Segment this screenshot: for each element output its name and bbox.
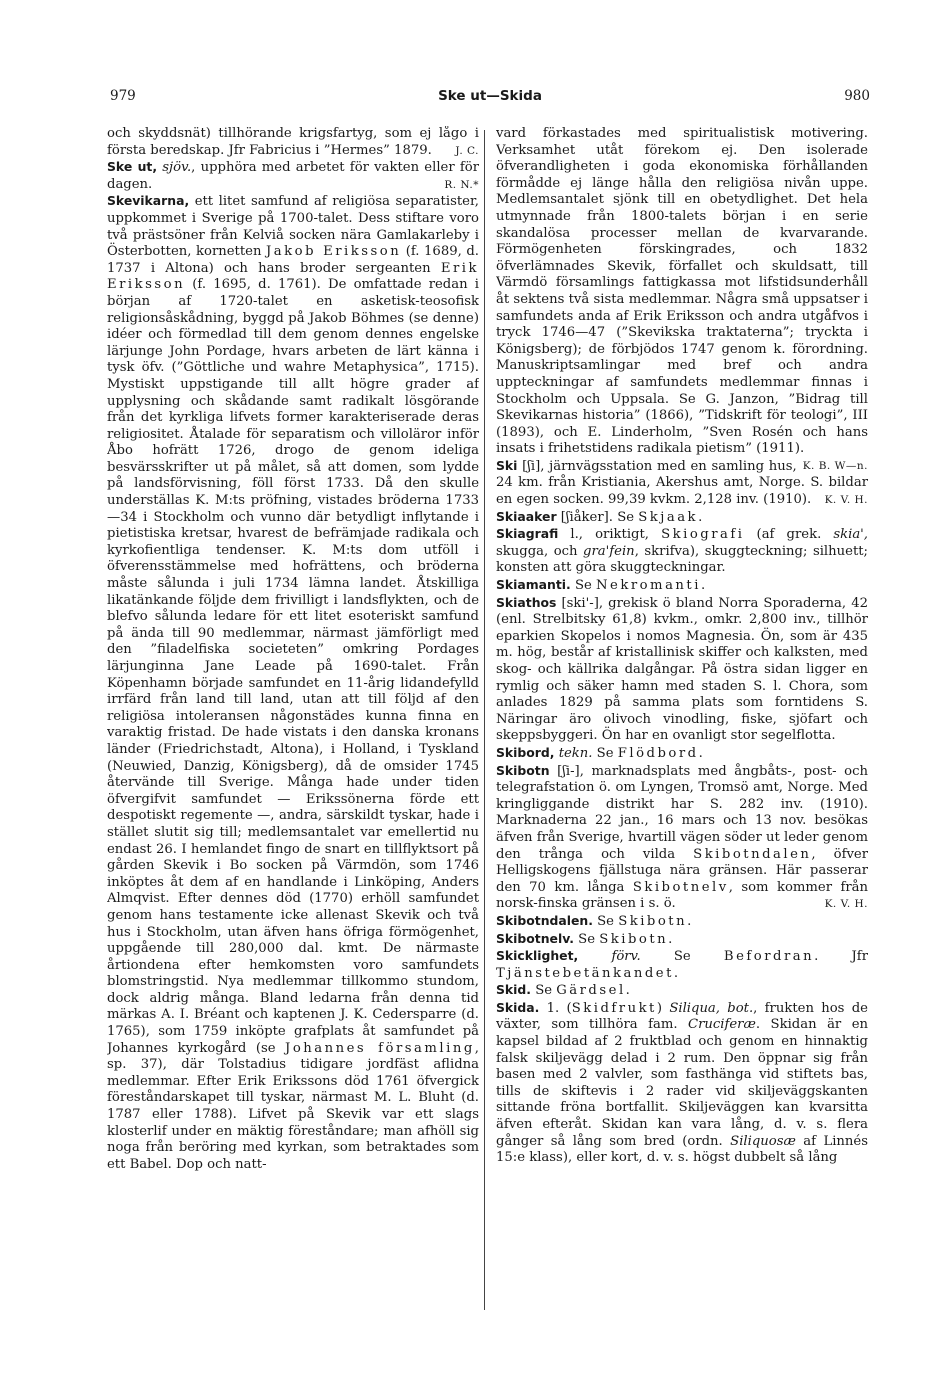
author-signature: K. V. H. — [824, 494, 868, 507]
cross-reference: Tjänstebetänkandet — [496, 965, 674, 981]
cross-reference: Skjaak — [638, 509, 699, 525]
cross-reference: Nekromanti — [595, 578, 701, 594]
entry-skevikarna-continued: vard förkastades med spiritualistisk motivering. Verksamhet utåt förekom ej. Den isolerade öfverandligheten i goda ekonomiska förhållanden förmådde ej länge hålla den religiösa nivån uppe. Medlemsantalet sjönk till en obetydlighet. Det hela utmynnade från 1800-talets början i en serie skandalösa processer mellan de kvarvarande. Förmögenheten förskingrades, och 1832 öfverlämnades Skevik, förfallet och skuldsatt, till Värmdö församlings fattigkassa mot lifstidsunderhåll åt sektens två sista medlemmar. Några små uppsatser i samfundets anda af Erik Eriksson och andra utgåfvos i tryck 1746—47 (”Skevikska traktaterna”; tryckta i Königsberg); de förbjödos 1747 genom k. förordning. Manuskriptsamlingar med bref och andra uppteckningar af samfundets medlemmar finnas i Stockholm och Uppsala. Se G. Janzon, ”Bidrag till Skevikarnas historia” (1866), ”Tidskrift för teologi”, III (1893), och E. Linderholm, ”Sven Rosén och hans insats i frihetstidens radikala pietism” (1911). K. B. W—n. — [496, 126, 868, 458]
cross-reference: Skibotn — [599, 931, 669, 947]
entry-skiaaker: Skiaaker [ʃiåker]. Se Skjaak. — [496, 508, 703, 525]
headword: Skevikarna, — [107, 193, 190, 209]
author-signature: J. C. — [455, 144, 479, 157]
cross-reference: Befordran — [723, 949, 815, 965]
cross-reference: Flödbord — [617, 745, 699, 761]
person-name: Jakob Eriksson — [266, 244, 402, 260]
entry-continuation: och skyddsnät) tillhörande krigsfartyg, som ej lågo i första beredskap. Jfr Fabricius i ”Hermes” 1879. J. C. — [107, 126, 479, 158]
headword: Ske ut, — [107, 159, 158, 175]
entry-skibotn: Skibotn [ʃi-], marknadsplats med ångbåts-, post- och telegrafstation ö. om Lyngen, Tromsö amt, Norge. Med kringliggande distrikt har S. 282 inv. (1910). Marknaderna 22 jan., 16 mars och 13 nov. besökas äfven från Sverige, hvartill vägen söder ut leder genom den trånga och vilda Skibotndalen, öfver Helligskogens fjällstuga nära gränsen. Här passerar den 70 km. långa Skibotnelv, som kommer från norsk-finska gränsen i s. ö. K. V. H. — [496, 762, 868, 912]
entry-skevikarna: Skevikarna, ett litet samfund af religiösa separatister, uppkommet i Sverige på 1700-talet. Dess stiftare voro två prästsöner från Kelviå socken nära Gamlakarleby i Österbotten, kornetten Jakob Eriksson (f. 1689, d. 1737 i Altona) och hans broder sergeanten Erik Eriksson (f. 1695, d. 1761). De omfattade redan i början af 1720-talet en asketisk-teosofisk religionsåskådning, byggd på Jakob Böhmes (se denne) idéer och förmedlad till dem genom dennes engelske lärjunge John Pordage, hvars arbeten de lärt känna i tysk öfv. (”Göttliche und wahre Metaphysica”, 1715). Mystiskt uppstigande till allt högre grader af upplysning och skådande samt radikalt lösgörande från det kyrkliga lifvets former karakteriserade deras religiositet. Åtalade för separatism och villoläror inför Åbo hofrätt 1726, drogo de genom ideliga besvärsskrifter ut på målet, så att domen, som lydde på landsförvisning, föll först 1733. Då den skulle underställas K. M:ts pröfning, vistades bröderna 1733—34 i Stockholm och vunno där betydligt inflytande i pietistiska kretsar, hvarest de befrämjade radikala och kyrkofientliga tendenser. K. M:ts dom utföll i öfverensstämmelse med hofrättens, och bröderna måste sålunda i juli 1734 lämna landet. Åtskilliga likatänkande följde dem frivilligt i landsflykten, och de blefvo sålunda ledare för ett litet esoteriskt samfund på ända till 90 medlemmar, närmast jämförligt med den ”filadelfiska societeten” omkring Pordages lärjunginna Jane Leade på 1690-talet. Från Köpenhamn började samfundet en 11-årig lidandefylld irrfärd från land till land, utan att till följd af den religiösa intoleransen någonstädes kunna finna en varaktig fristad. De hade vistats i den danska kronans länder (Friedrichstadt, Altona), i Holland, i Tyskland (Neuwied, Danzig, Königsberg), då de omsider 1745 återvände till Sverige. Många hade under tiden öfvergifvit samfundet — Erikssönerna förde ett despotiskt regemente —, andra, särskildt tyskar, hade i stället slutit sig till; medlemsantalet var emellertid nu endast 26. I hemlandet fingo de snart en tillflyktsort på gården Skevik i Bo socken på Värmdön, som 1746 inköptes åt dem af en handlande i Linköping, Anders Almqvist. Efter dennes död (1770) erhöll samfundet genom hans testamente icke allenast Skevik och två hus i Stockholm, utan äfven hans öfriga förmögenhet, uppgående till 280,000 dal. kmt. De närmaste årtiondena efter hemkomsten voro samfundets blomstringstid. Nya medlemmar tillkommo stundom, dock aldrig många. Bland ledarna från denna tid märkas A. I. Bréant och kaptenen J. K. Cedersparre (d. 1765), som 1759 inköpte grafplats åt samfundet på Johannes kyrkogård (se Johannes församling, sp. 37), där Tolstadius tidigare jordfäst aflidna medlemmar. Efter Erik Erikssons död 1761 öfvergick föreståndarskapet till tyskar, närmast M. L. Bluht (d. 1787 eller 1788). Lifvet på Skevik var ett slags klosterlif under en mäktig föreståndare; man afhöll sig noga från beröring med kyrkan, som betraktades som ett Babel. Dop och natt- — [107, 193, 479, 1172]
cross-reference: Johannes församling — [285, 1040, 475, 1056]
headword: Skibotn — [496, 762, 550, 778]
page-header — [110, 88, 870, 108]
running-title: Ske ut—Skida — [438, 88, 542, 104]
cross-reference: Skidfrukt — [571, 1000, 657, 1016]
headword: Skiamanti. — [496, 577, 571, 593]
entry-ske-ut: Ske ut, sjöv., upphöra med arbetet för vakten eller för dagen. R. N.* — [107, 159, 479, 192]
cross-reference: Skibotn — [618, 913, 688, 929]
headword: Skibotnelv. — [496, 930, 574, 946]
entry-skiathos: Skiathos [ski'-], grekisk ö bland Norra Sporaderna, 42 (enl. Strelbitsky 61,8) kvkm., omkr. 2,800 inv., tillhör eparkien Skopelos i nomos Magnesia. Ön, som är 435 m. hög, består af kristallinisk skiffer och kalksten, med skog- och källrika dalgångar. På östra sidan ligger en rymlig och säker hamn med staden S. l. Chora, som anlades 1829 på samma plats som forntidens S. Näringar äro olivoch vinodling, fiske, sjöfart och skeppsbyggeri. Ön har en ovanligt stor segelflotta. — [496, 594, 868, 744]
entry-skida: Skida. 1. (Skidfrukt) Siliqua, bot., frukten hos de växter, som tillhöra fam. Cruciferæ. Skidan är en kapsel bildad af 2 fruktblad och genom en hinnaktig falsk skiljevägg delad i 2 rum. Den öppnar sig från basen med 2 valvler, som fasthänga vid stiftets bas, tills de skiftevis i 2 rader vid skiljeväggskanten sittande fröna bortfallit. Skiljeväggen kan kvarsitta äfven efteråt. Skidan kan vara lång, d. v. s. flera gånger så lång som bred (ordn. Siliquosæ af Linnés 15:e klass), eller kort, d. v. s. högst dubbelt så lång — [496, 999, 868, 1166]
page-number-right: 980 — [844, 88, 870, 104]
cross-reference: Skiografi — [661, 527, 745, 543]
headword: Skibord, — [496, 744, 555, 760]
column-divider — [484, 130, 485, 1310]
entry-skibord: Skibord, tekn. Se Flödbord. — [496, 744, 703, 761]
entry-skibotnelv: Skibotnelv. Se Skibotn. — [496, 930, 673, 947]
right-column — [496, 126, 868, 1376]
author-signature: K. B. W—n. — [802, 459, 868, 472]
entry-skiagrafi: Skiagrafi l., oriktigt, Skiografi (af grek. skia', skugga, och gra'fein, skrifva), skuggteckning; silhuett; konsten att göra skuggteckningar. — [496, 526, 868, 576]
headword: Skid. — [496, 982, 531, 998]
left-column — [107, 126, 479, 1376]
cross-reference: Skibotnelv — [632, 879, 729, 895]
headword: Skicklighet, — [496, 948, 579, 964]
author-signature: K. V. H. — [824, 898, 868, 911]
entry-skid: Skid. Se Gärdsel. — [496, 982, 630, 999]
author-signature: R. N.* — [444, 178, 479, 191]
headword: Skiaaker — [496, 508, 557, 524]
entry-skiamanti: Skiamanti. Se Nekromanti. — [496, 577, 706, 594]
headword: Skiagrafi — [496, 526, 559, 542]
cross-reference: Gärdsel — [556, 983, 626, 999]
cross-reference: Skibotndalen — [693, 846, 812, 862]
headword: Skibotndalen. — [496, 912, 593, 928]
entry-ski: Ski [ʃi], järnvägsstation med en samling hus, 24 km. från Kristiania, Akershus amt, Norge. S. bildar en egen socken. 99,39 kvkm. 2,128 inv. (1910). K. V. H. — [496, 457, 868, 508]
entry-skicklighet: Skicklighet, förv. Se Befordran. Jfr Tjänstebetänkandet. — [496, 948, 868, 981]
headword: Ski — [496, 457, 518, 473]
entry-skibotndalen: Skibotndalen. Se Skibotn. — [496, 912, 692, 929]
headword: Skida. — [496, 999, 540, 1015]
person-name: Erik Eriksson — [107, 260, 479, 293]
page-number-left: 979 — [110, 88, 136, 104]
headword: Skiathos — [496, 594, 557, 610]
